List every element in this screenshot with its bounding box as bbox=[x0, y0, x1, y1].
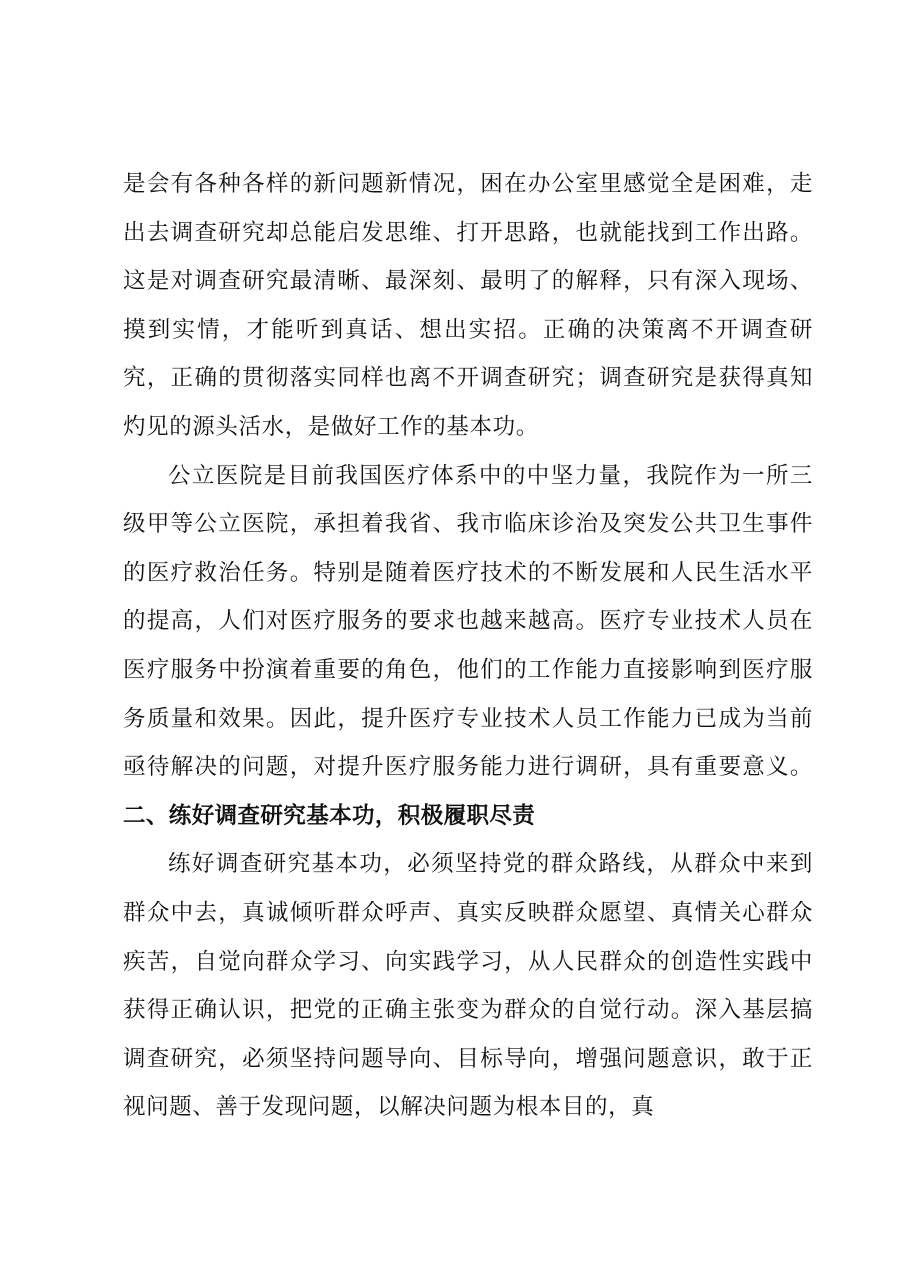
document-body bbox=[123, 160, 813, 1132]
paragraph-2-text: 公立医院是目前我国医疗体系中的中坚力量，我院作为一所三级甲等公立医院，承担着我省、我市临床诊治及突发公共卫生事件的医疗救治任务。特别是随着医疗技术的不断发展和人民生活水平的提高，人们对医疗服务的要求也越来越高。医疗专业技术人员在医疗服务中扮演着重要的角色，他们的工作能力直接影响到医疗服务质量和效果。因此，提升医疗专业技术人员工作能力已成为当前亟待解决的问题，对提升医疗服务能力进行调研，具有重要意义。 bbox=[123, 462, 813, 781]
paragraph-1 bbox=[123, 160, 813, 452]
paragraph-1-text: 是会有各种各样的新问题新情况，困在办公室里感觉全是困难，走出去调查研究却总能启发思维、打开思路，也就能找到工作出路。这是对调查研究最清晰、最深刻、最明了的解释，只有深入现场、摸到实情，才能听到真话、想出实招。正确的决策离不开调查研究，正确的贯彻落实同样也离不开调查研究；调查研究是获得真知灼见的源头活水，是做好工作的基本功。 bbox=[123, 171, 813, 440]
paragraph-3 bbox=[123, 840, 813, 1132]
section-heading: 二、练好调查研究基本功，积极履职尽责 bbox=[123, 802, 536, 829]
paragraph-2 bbox=[123, 452, 813, 841]
paragraph-3-text: 练好调查研究基本功，必须坚持党的群众路线，从群众中来到群众中去，真诚倾听群众呼声、真实反映群众愿望、真情关心群众疾苦，自觉向群众学习、向实践学习，从人民群众的创造性实践中获得正确认识，把党的正确主张变为群众的自觉行动。深入基层搞调查研究，必须坚持问题导向、目标导向，增强问题意识，敢于正视问题、善于发现问题，以解决问题为根本目的，真 bbox=[123, 851, 813, 1121]
